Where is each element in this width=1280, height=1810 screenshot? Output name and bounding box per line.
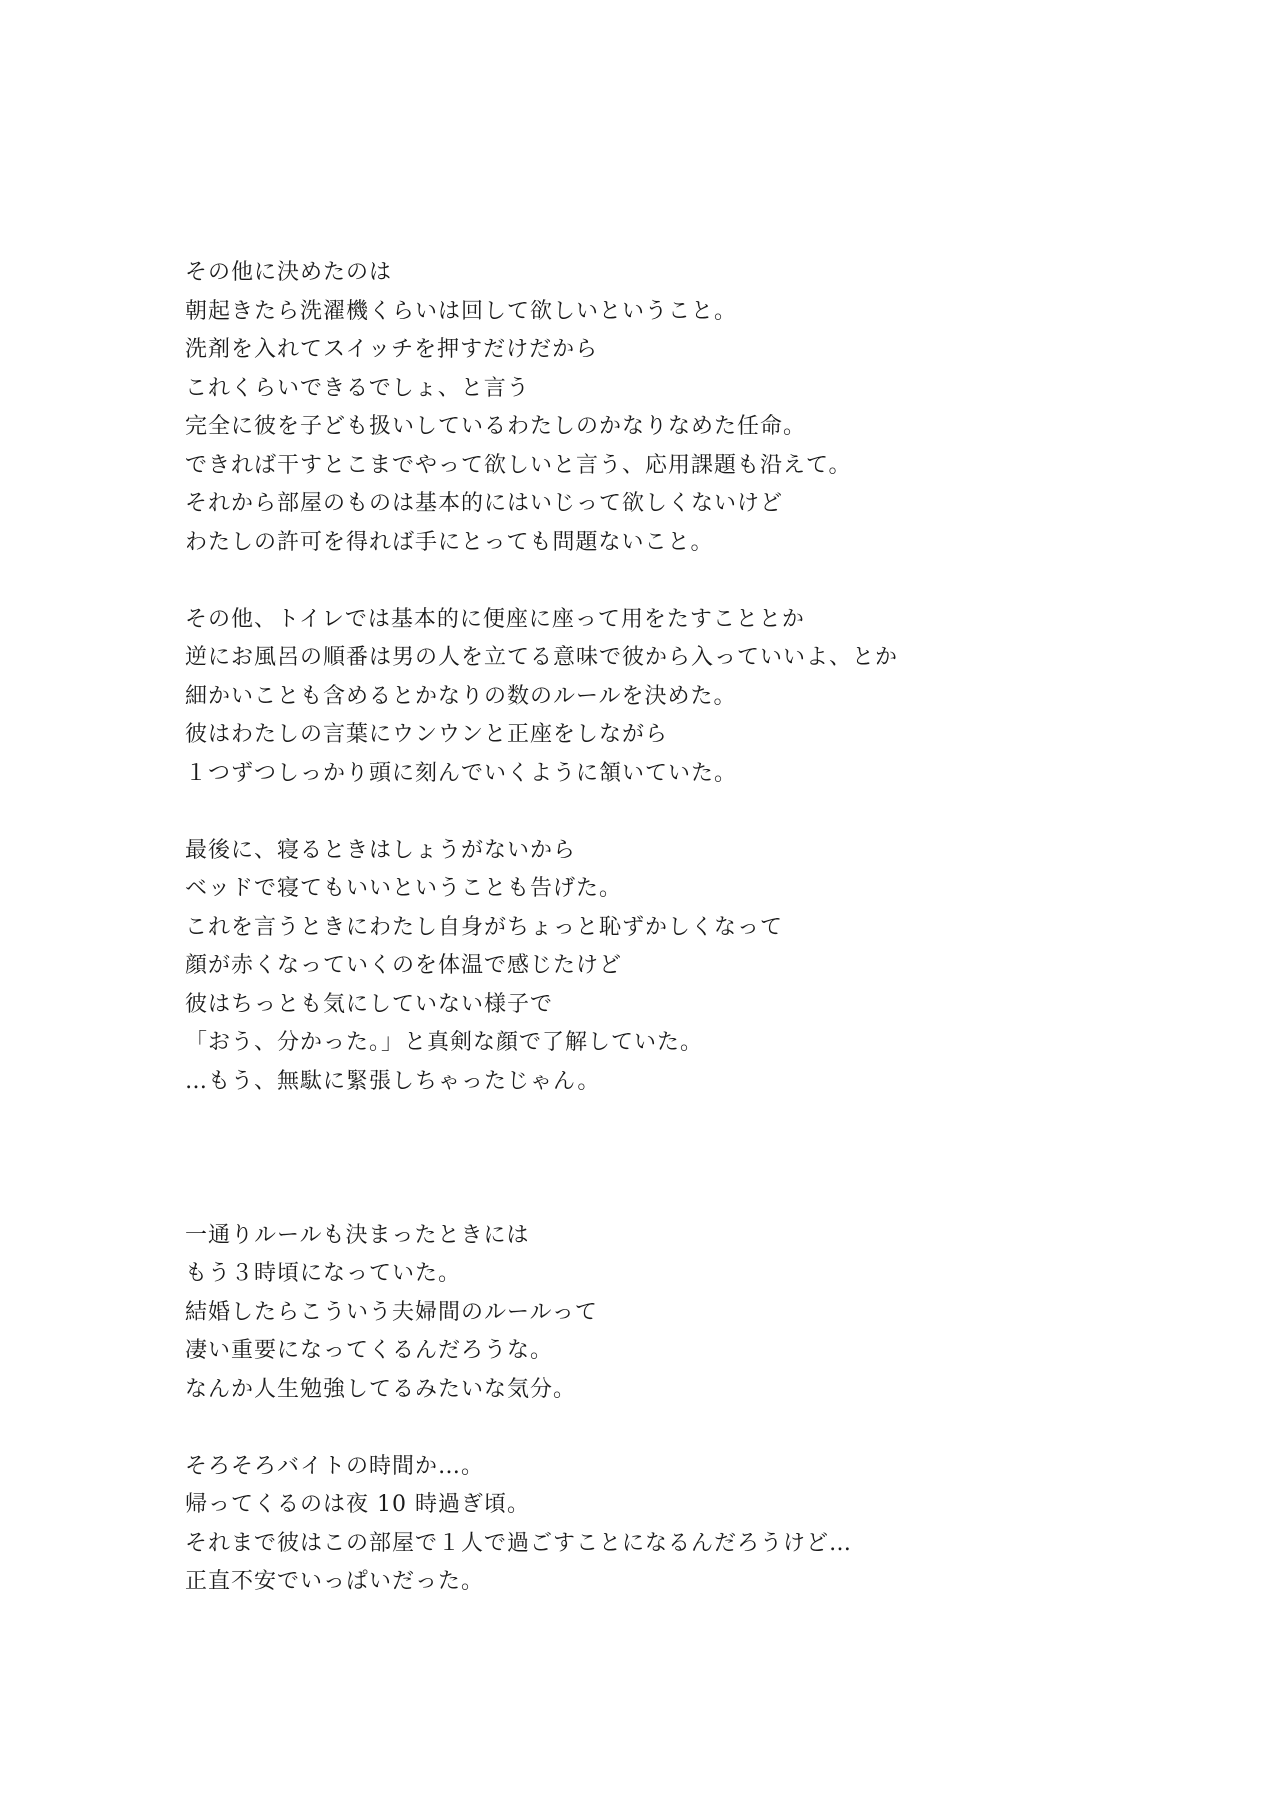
text-line: １つずつしっかり頭に刻んでいくように頷いていた。 [185, 760, 738, 786]
text-line: …もう、無駄に緊張しちゃったじゃん。 [185, 1068, 601, 1094]
text-line: できれば干すとこまでやって欲しいと言う、応用課題も沿えて。 [185, 452, 852, 478]
paragraph-1 [185, 254, 1185, 562]
text-line: これを言うときにわたし自身がちょっと恥ずかしくなって [185, 914, 784, 940]
text-line: 完全に彼を子ども扱いしているわたしのかなりなめた任命。 [185, 414, 807, 439]
text-line: それから部屋のものは基本的にはいじって欲しくないけど [185, 491, 784, 516]
paragraph-4 [185, 1217, 1185, 1410]
paragraph-5 [185, 1448, 1185, 1602]
text-line: その他、トイレでは基本的に便座に座って用をたすこととか [185, 606, 805, 632]
text-line: なんか人生勉強してるみたいな気分。 [185, 1376, 577, 1402]
text-line: 彼はわたしの言葉にウンウンと正座をしながら [185, 722, 669, 747]
text-line: 細かいことも含めるとかなりの数のルールを決めた。 [185, 683, 737, 709]
text-line: 逆にお風呂の順番は男の人を立てる意味で彼から入っていいよ、とか [185, 645, 899, 670]
text-line: 結婚したらこういう夫婦間のルールって [185, 1299, 598, 1325]
text-line: 洗剤を入れてスイッチを押すだけだから [185, 337, 599, 362]
text-line: もう３時頃になっていた。 [185, 1261, 462, 1286]
text-line: これくらいできるでしょ、と言う [185, 375, 530, 401]
text-line: わたしの許可を得れば手にとっても問題ないこと。 [185, 529, 714, 555]
text-line: その他に決めたのは [185, 260, 393, 285]
text-line: 凄い重要になってくるんだろうな。 [185, 1338, 554, 1363]
body-text [185, 254, 1185, 1640]
paragraph-2 [185, 601, 1185, 794]
text-line: 顔が赤くなっていくのを体温で感じたけど [185, 953, 623, 978]
text-line: 最後に、寝るときはしょうがないから [185, 837, 577, 863]
text-line: 「おう、分かった。」と真剣な顔で了解していた。 [185, 1030, 704, 1055]
text-line: ベッドで寝てもいいということも告げた。 [185, 876, 623, 901]
text-line: そろそろバイトの時間か…。 [185, 1453, 485, 1479]
text-line: 彼はちっとも気にしていない様子で [185, 991, 554, 1017]
text-line: 正直不安でいっぱいだった。 [185, 1569, 485, 1594]
text-line: 一通りルールも決まったときには [185, 1222, 530, 1248]
text-line: それまで彼はこの部屋で１人で過ごすことになるんだろうけど… [185, 1530, 853, 1556]
paragraph-3 [185, 832, 1185, 1102]
text-line: 帰ってくるのは夜 10 時過ぎ頃。 [185, 1492, 530, 1517]
text-line: 朝起きたら洗濯機くらいは回して欲しいということ。 [185, 298, 738, 324]
